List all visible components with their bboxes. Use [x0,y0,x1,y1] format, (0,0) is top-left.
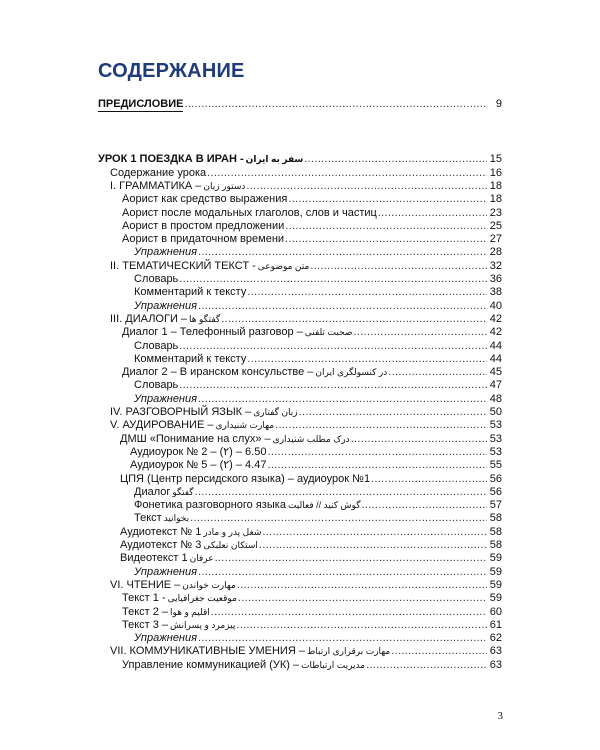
toc-entry[interactable] [122,193,502,206]
toc-entry[interactable] [130,446,502,459]
toc-entry-page: 59 [489,565,502,578]
toc-entry-text: Аудиоурок № 2 – (۲) – 6.50 [130,445,267,458]
toc-entry-persian: درک مطلب شنیداری [272,433,350,444]
toc-entry-text: VII. КОММУНИКАТИВНЫЕ УМЕНИЯ – [110,645,305,658]
toc-entry-persian: مهارت خواندن [182,579,236,590]
toc-entry[interactable] [130,459,502,472]
toc-entry-page: 38 [489,286,502,299]
toc-entry-page: 59 [489,552,502,565]
dot-leader [267,446,487,459]
dot-leader [179,340,487,353]
toc-entry-page: 55 [489,459,502,472]
toc-entry-text: УРОК 1 ПОЕЗДКА В ИРАН - [98,153,244,166]
toc-entry-text: Управление коммуникацией (УК) – [122,658,300,671]
toc-entry-label [122,326,353,339]
toc-entry-label [134,393,197,406]
toc-entry[interactable] [122,220,502,233]
toc-entry-page: 36 [489,273,502,285]
toc-entry[interactable] [122,366,502,379]
toc-entry-label [110,313,220,326]
toc-entry-label [122,606,210,619]
toc-entry-page: 63 [489,658,502,671]
toc-entry-label [134,566,197,579]
toc-entry-page: 42 [489,326,502,339]
toc-entry-label [120,473,370,486]
toc-entry-label [130,459,266,472]
toc-entry-text: Диалог 2 – В иранском консульстве – [122,366,314,379]
toc-entry[interactable] [122,606,502,619]
toc-entry-page: 58 [489,539,502,551]
toc-entry-persian: دستور زبان [203,180,246,191]
toc-entry-label [122,233,284,246]
toc-entry-text: Упражнения [134,632,197,645]
toc-entry[interactable] [134,246,502,259]
toc-entry[interactable] [110,260,502,273]
toc-entry-persian: سفر به ایران [245,154,304,165]
toc-entry-persian: زبان گفتاری [253,407,298,417]
toc-entry[interactable] [134,566,502,579]
toc-entry-text: Фонетика разговорного языка [134,499,286,512]
toc-entry-label [122,659,365,672]
toc-entry-page: 59 [489,578,502,591]
toc-entry[interactable] [110,313,502,326]
toc-entry-page: 15 [489,153,502,166]
toc-entry-text: Аудиотекст № 1 [120,525,202,538]
toc-entry-label [110,419,274,432]
toc-entry-label [134,300,197,313]
toc-entry[interactable] [110,180,502,193]
toc-entry-page: 40 [489,299,502,312]
dot-leader [388,366,487,379]
dot-leader [195,486,487,499]
toc-entry-page: 9 [495,98,502,110]
toc-entry[interactable] [134,379,502,392]
toc-entry-text: Аудиоурок № 5 – (۲) – 4.47 [130,459,267,472]
toc-entry-page: 53 [489,445,502,458]
toc-entry[interactable] [98,98,502,112]
toc-entry-label [122,207,377,220]
dot-leader [247,286,487,299]
toc-entry-page: 48 [489,392,502,405]
dot-leader [198,566,487,579]
toc-entry-label [134,512,189,525]
toc-entry-page: 56 [489,472,502,485]
toc-entry[interactable] [134,353,502,366]
toc-entry-text: Текст [134,512,162,525]
toc-entry-page: 53 [489,432,502,445]
dot-leader [198,393,487,406]
toc-entry-persian: مهارت برقراری ارتباط [306,646,391,657]
toc-entry-label [134,273,178,286]
toc-entry[interactable] [110,645,502,658]
toc-entry-persian: موقعیت جغرافیایی [167,593,237,604]
toc-entry-page: 58 [489,525,502,538]
dot-leader [285,220,487,233]
toc-entry-page: 58 [489,512,502,525]
toc-entry-persian: مهارت شنیداری [215,420,275,431]
toc-entry-page: 18 [489,193,502,206]
toc-entry-persian: صحبت تلفنی [304,327,353,338]
toc-entry[interactable] [120,526,502,539]
toc-entry-page: 25 [489,219,502,232]
toc-entry[interactable] [122,659,502,672]
toc-entry[interactable] [122,592,502,605]
toc-entry-text: Аорист как средство выражения [122,193,288,206]
toc-entry-persian: بخوانید [163,513,190,524]
dot-leader [310,260,487,273]
toc-entry[interactable] [134,486,502,499]
toc-entry[interactable] [134,300,502,313]
toc-entry-text: Текст 3 – [122,618,169,631]
toc-entry-page: 23 [489,206,502,219]
dot-leader [179,273,487,286]
toc-entry-text: Аорист в придаточном времени [122,233,285,246]
toc-entry-text: VI. ЧТЕНИЕ – [110,578,181,591]
toc-entry-text: Упражнения [134,246,197,259]
toc-entry-label [130,446,266,459]
page-number: 3 [497,710,503,722]
dot-leader [267,459,487,472]
dot-leader [179,379,487,392]
toc-entry-persian: استکان نعلبکی [203,540,258,550]
toc-entry-text: Словарь [134,273,179,285]
toc-entry-page: 56 [489,485,502,498]
toc-entry-text: III. ДИАЛОГИ – [110,312,188,325]
dot-leader [366,659,487,672]
toc-entry-text: Диалог [134,485,171,498]
toc-entry-text: Словарь [134,379,179,392]
toc-entry-label [122,366,387,379]
toc-entry-label [122,193,287,206]
dot-leader [221,313,487,326]
toc-entry-label [134,499,360,512]
toc-entry-label [110,260,309,273]
dot-leader [361,499,487,512]
toc-heading: СОДЕРЖАНИЕ [98,60,245,82]
dot-leader [262,526,487,539]
toc-entry-label [122,619,235,632]
toc-entry-page: 53 [489,419,502,432]
toc-entry-text: Упражнения [134,299,197,312]
toc-entry[interactable] [122,207,502,220]
toc-entry-label [120,526,261,539]
toc-entry-text: Упражнения [134,565,197,578]
dot-leader [285,233,487,246]
toc-entry-page: 18 [489,179,502,192]
toc-entry-text: Комментарий к тексту [134,286,247,299]
toc-entry-text: IV. РАЗГОВОРНЫЙ ЯЗЫК – [110,406,252,418]
toc-entry-label [110,645,390,658]
toc-entry-text: ПРЕДИСЛОВИЕ [98,98,184,110]
toc-entry[interactable] [98,153,502,166]
toc-entry-page: 16 [489,166,502,179]
toc-entry-page: 62 [489,632,502,645]
toc-entry-persian: متن موضوعی [257,260,310,271]
toc-entry[interactable] [134,632,502,645]
toc-entry-label [120,433,350,446]
toc-entry-label [134,353,246,366]
toc-entry-label [122,592,237,605]
dot-leader [275,419,487,432]
toc-entry-page: 27 [489,233,502,246]
toc-entry-text: Словарь [134,339,179,352]
toc-entry-text: V. АУДИРОВАНИЕ – [110,419,214,432]
toc-entry-label [120,552,214,565]
toc-entry[interactable] [122,619,502,632]
toc-entry-persian: گفتگو [172,486,194,497]
dot-leader [354,326,487,339]
toc-entry-text: II. ТЕМАТИЧЕСКИЙ ТЕКСТ - [110,259,256,272]
dot-leader [190,512,487,525]
toc-entry-label [110,167,206,180]
toc-entry-text: Упражнения [134,392,197,405]
toc-entry-page: 44 [489,352,502,365]
toc-entry-text: Комментарий к тексту [134,352,247,365]
toc-entry[interactable] [134,393,502,406]
toc-entry[interactable] [134,273,502,286]
toc-entry[interactable] [134,340,502,353]
toc-entry-text: Аорист после модальных глаголов, слов и частиц [122,206,377,219]
toc-entry[interactable] [134,512,502,525]
dot-leader [237,579,487,592]
toc-entry-label [134,632,197,645]
toc-entry-page: 45 [489,366,502,379]
dot-leader [304,153,487,166]
dot-leader [246,180,487,193]
dot-leader [211,606,487,619]
toc-entry-persian: پیزمرد و پسرانش [170,619,236,630]
toc-entry-text: Диалог 1 – Телефонный разговор – [122,326,303,339]
toc-entry[interactable] [110,406,502,419]
dot-leader [351,433,487,446]
toc-entry-persian: در کنسولگری ایران [315,367,388,378]
toc-entry-label [110,579,236,592]
toc-entry-text: Содержание урока [110,166,207,179]
toc-entry-text: ДМШ «Понимание на слух» – [120,432,271,445]
toc-entry[interactable] [110,419,502,432]
toc-entry[interactable] [122,233,502,246]
toc-entry-page: 61 [489,618,502,631]
toc-entry[interactable] [110,167,502,180]
toc-entry-text: Текст 1 - [122,592,166,605]
toc-entry-page: 47 [489,379,502,392]
toc-entry-text: I. ГРАММАТИКА – [110,179,202,192]
toc-entry-label [110,406,298,419]
toc-entry-label [98,98,183,112]
toc-entry[interactable] [120,433,502,446]
toc-entry-label [122,220,284,233]
dot-leader [299,406,487,419]
toc-entry-text: Текст 2 – [122,605,169,618]
toc-entry-text: Видеотекст 1 [120,552,188,565]
toc-entry-label [134,486,194,499]
dot-leader [236,619,487,632]
toc-entry[interactable] [134,286,502,299]
toc-entry-label [134,340,178,353]
dot-leader [247,353,487,366]
toc-entry-persian: گوش کنید // فعالیت [287,500,361,511]
dot-leader [259,539,487,552]
dot-leader [198,246,487,259]
toc-entry-persian: عرفان [189,553,214,564]
toc-entry-page: 50 [489,406,502,418]
toc-entry-persian: اقلیم و هوا [170,606,210,617]
toc-entry[interactable] [134,499,502,512]
dot-leader [198,300,487,313]
toc-entry-label [120,539,258,552]
dot-leader [238,592,487,605]
dot-leader [288,193,487,206]
toc-entry-text: Аорист в простом предложении [122,219,285,232]
dot-leader [207,167,487,180]
toc-entry-persian: گفتگو ها [189,313,221,324]
toc-entry-label [134,379,178,392]
toc-entry-page: 42 [489,312,502,325]
toc-entry[interactable] [120,473,502,486]
toc-entry-page: 44 [489,339,502,352]
toc-entry-page: 57 [489,499,502,512]
toc-entry-persian: مدیریت ارتباطات [301,659,366,670]
toc-entry-text: Аудиотекст № 3 [120,539,202,551]
toc-entry-page: 60 [489,605,502,618]
dot-leader [378,207,487,220]
toc-entry-label [134,286,246,299]
toc-entry-label [134,246,197,259]
dot-leader [198,632,487,645]
toc-entry-label [98,153,303,166]
toc-entry-page: 59 [489,592,502,605]
toc-entry-page: 28 [489,246,502,259]
toc-entry[interactable] [110,579,502,592]
toc-entry-persian: شغل پدر و مادر [203,526,262,537]
toc-entry-page: 63 [489,645,502,658]
toc-entry-page: 32 [489,259,502,272]
toc-entry-text: ЦПЯ (Центр персидского языка) – аудиоурок №1 [120,472,371,485]
toc-entry[interactable] [120,552,502,565]
toc-entry[interactable] [122,326,502,339]
toc-entry[interactable] [120,539,502,552]
dot-leader [391,645,487,658]
dot-leader [184,98,487,111]
dot-leader [215,552,487,565]
dot-leader [371,473,487,486]
toc-entry-label [110,180,245,193]
